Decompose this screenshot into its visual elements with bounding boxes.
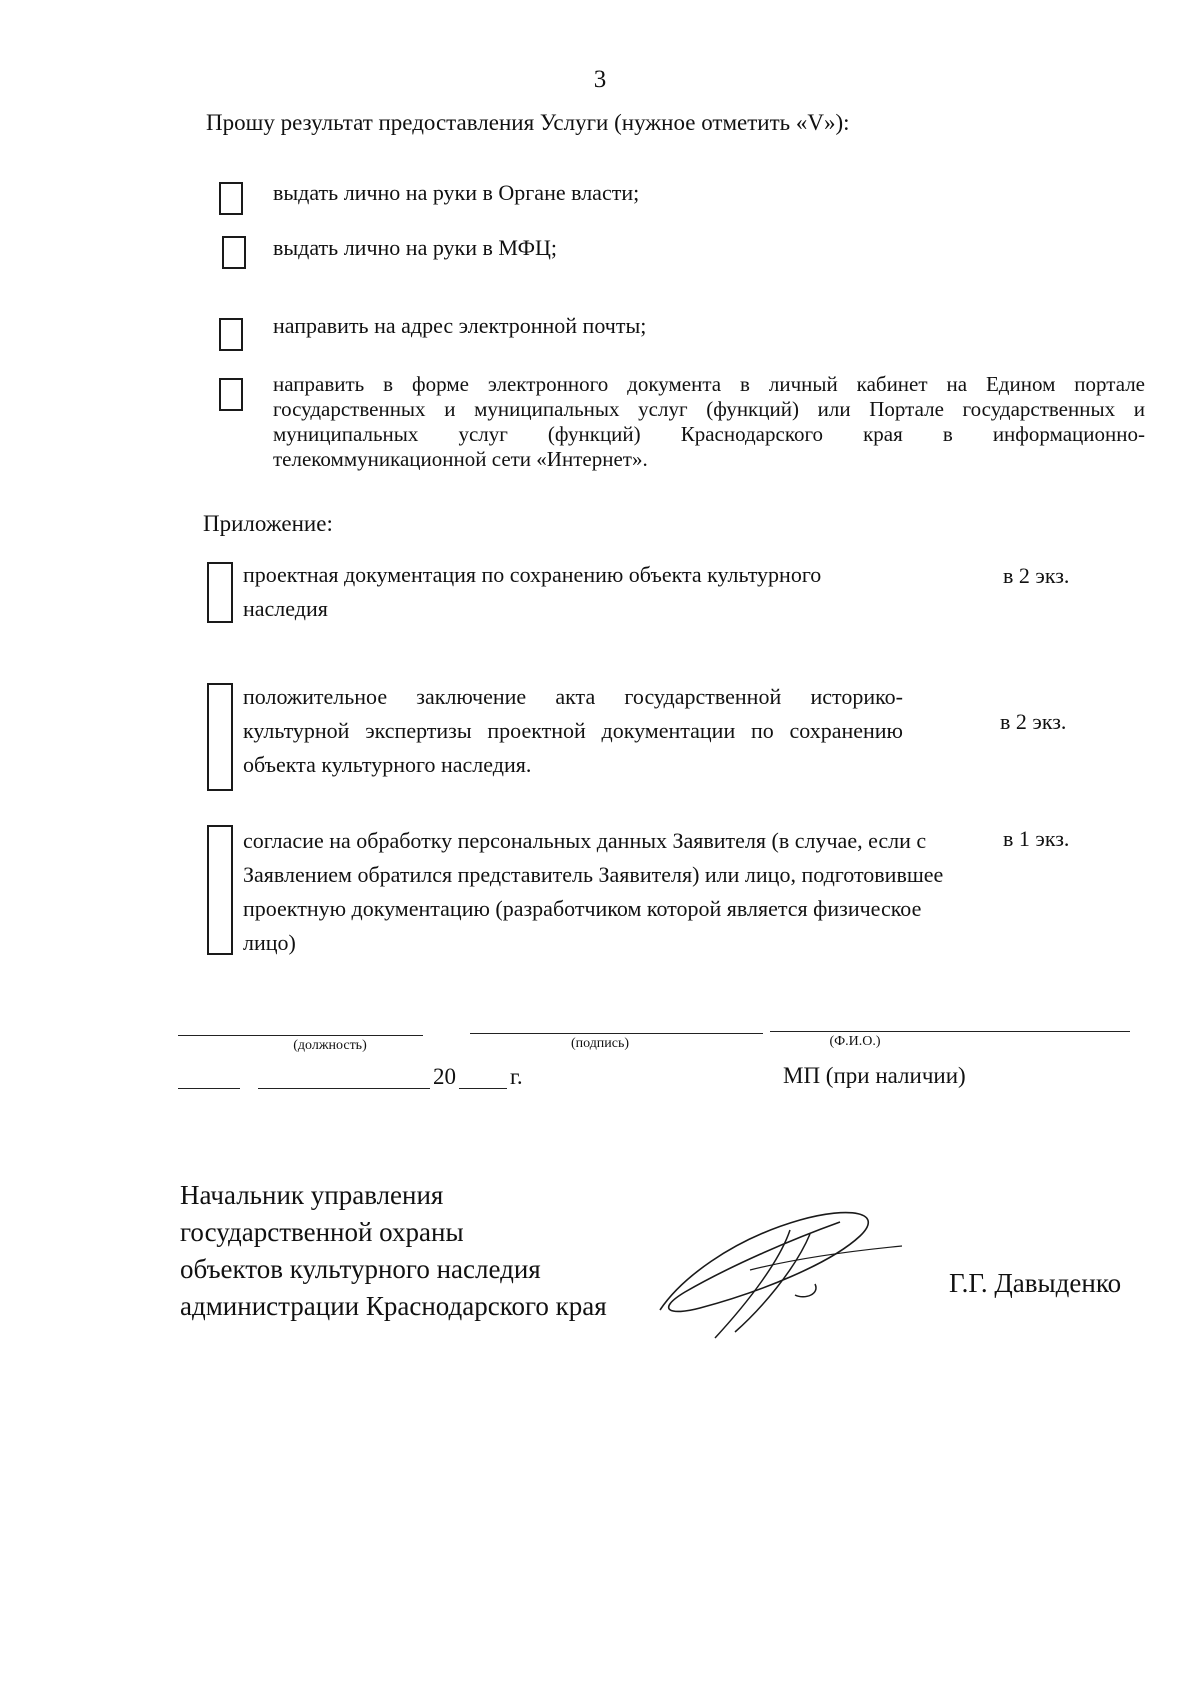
date-day-line[interactable] xyxy=(178,1088,240,1089)
option-mfc-checkbox[interactable] xyxy=(222,236,246,269)
position-line[interactable] xyxy=(178,1035,423,1036)
appendix-item-3-text: согласие на обработку персональных данных Заявителя (в случае, если с Заявлением обратился представитель Заявителя) или лицо, подготовившее проектную документацию (разработчиком которой является физическое лицо) xyxy=(243,828,944,955)
appendix-item-3-checkbox[interactable] xyxy=(207,825,233,955)
fio-caption: (Ф.И.О.) xyxy=(829,1034,881,1049)
option-authority-checkbox[interactable] xyxy=(219,182,243,215)
appendix-item-1-copies: в 2 экз. xyxy=(1003,563,1070,588)
option-mfc-label: выдать лично на руки в МФЦ; xyxy=(273,235,558,260)
appendix-item-2-copies: в 2 экз. xyxy=(1000,709,1067,734)
official-name: Г.Г. Давыденко xyxy=(949,1268,1122,1298)
appendix-item-1-text: проектная документация по сохранению объекта культурного наследия xyxy=(243,562,822,621)
fio-line[interactable] xyxy=(770,1031,1130,1032)
appendix-item-1-checkbox[interactable] xyxy=(207,562,233,623)
date-year-line[interactable] xyxy=(459,1088,507,1089)
official-title-line: администрации Краснодарского края xyxy=(180,1291,607,1321)
option-authority-label: выдать лично на руки в Органе власти; xyxy=(273,180,640,205)
official-title-line: государственной охраны xyxy=(180,1217,464,1247)
option-portal-checkbox[interactable] xyxy=(219,378,243,411)
official-title xyxy=(180,1177,607,1325)
position-caption: (должность) xyxy=(293,1038,367,1053)
option-email-checkbox[interactable] xyxy=(219,318,243,351)
signature-line[interactable] xyxy=(470,1033,763,1034)
option-portal-label: направить в форме электронного документа в личный кабинет на Едином портале государственных и муниципальных услуг (функций) или Портале государственных и муниципальных услуг (функций) Краснодарского края в информационно-телекоммуникационной сети «Интернет». xyxy=(273,372,1145,471)
appendix-item-3-copies: в 1 экз. xyxy=(1003,826,1070,851)
appendix-item-2-text: положительное заключение акта государственной историко-культурной экспертизы проектной документации по сохранению объекта культурного наследия. xyxy=(243,684,903,777)
appendix-title: Приложение: xyxy=(203,511,333,536)
handwritten-signature xyxy=(640,1200,920,1350)
stamp-note: МП (при наличии) xyxy=(783,1063,966,1088)
date-year-suffix: г. xyxy=(510,1064,523,1089)
appendix-item-2-checkbox[interactable] xyxy=(207,683,233,791)
signature-caption: (подпись) xyxy=(570,1036,630,1051)
official-title-line: объектов культурного наследия xyxy=(180,1254,541,1284)
request-intro: Прошу результат предоставления Услуги (нужное отметить «V»): xyxy=(206,110,850,135)
date-year-prefix: 20 xyxy=(433,1064,456,1089)
page-number: 3 xyxy=(593,66,607,93)
date-month-line[interactable] xyxy=(258,1088,430,1089)
official-title-line: Начальник управления xyxy=(180,1180,444,1210)
option-email-label: направить на адрес электронной почты; xyxy=(273,313,647,338)
